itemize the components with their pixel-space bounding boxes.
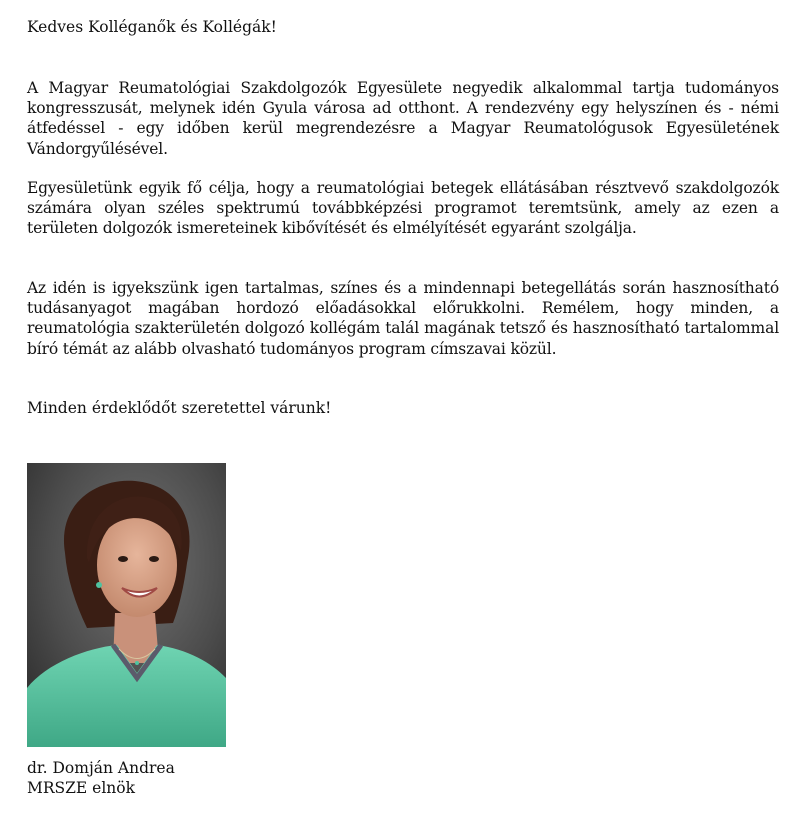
signature-name: dr. Domján Andrea xyxy=(27,759,175,777)
portrait-photo xyxy=(27,463,226,747)
letter-paragraph-2: Egyesületünk egyik fő célja, hogy a reumatológiai betegek ellátásában résztvevő szakdolgozók számára olyan széles spektrumú továbbképzési programot teremtsünk, amely az ezen a területen dolgozók ismereteinek kibővítését és elmélyítését egyaránt szolgálja. xyxy=(27,179,779,238)
signature xyxy=(27,758,175,798)
letter-greeting: Kedves Kolléganők és Kollégák! xyxy=(27,18,277,36)
signature-title: MRSZE elnök xyxy=(27,779,136,797)
letter-closing: Minden érdeklődőt szeretettel várunk! xyxy=(27,399,332,417)
letter-paragraph-3: Az idén is igyekszünk igen tartalmas, színes és a mindennapi betegellátás során hasznosítható tudásanyagot magában hordozó előadásokkal előrukkolni. Remélem, hogy minden, a reumatológia szakterületén dolgozó kollégám talál magának tetsző és hasznosítható tartalommal bíró témát az alább olvasható tudományos program címszavai közül. xyxy=(27,279,779,358)
letter-paragraph-1: A Magyar Reumatológiai Szakdolgozók Egyesülete negyedik alkalommal tartja tudományos kongresszusát, melynek idén Gyula városa ad otthont. A rendezvény egy helyszínen és - némi átfedéssel - egy időben kerül megrendezésre a Magyar Reumatológusok Egyesületének Vándorgyűlésével. xyxy=(27,79,779,158)
